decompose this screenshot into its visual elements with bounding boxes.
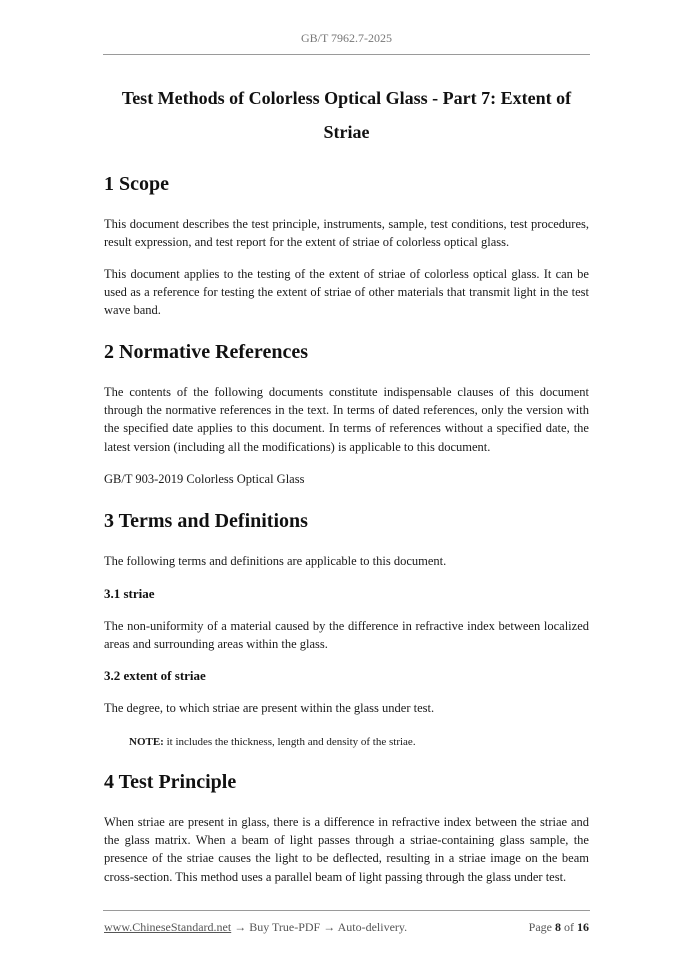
section-heading-terms: 3 Terms and Definitions <box>104 510 308 532</box>
footer-links <box>104 920 407 935</box>
arrow-right-icon: → <box>320 920 338 934</box>
buy-true-pdf-link[interactable]: Buy True-PDF <box>249 920 321 934</box>
page-header-code: GB/T 7962.7-2025 <box>300 31 393 45</box>
term-3-2-heading: 3.2 extent of striae <box>104 668 206 683</box>
term-3-1-heading: 3.1 striae <box>104 586 155 601</box>
header-divider <box>103 54 590 55</box>
test-principle-paragraph: When striae are present in glass, there is a difference in refractive index between the striae and the glass matrix. When a beam of light passes through a striae-containing glass sample, the presence of the striae causes the light to be deflected, resulting in a striae image on the beam cross-section. This method uses a parallel beam of light passing through the glass under test. <box>104 815 589 884</box>
note-label: NOTE: <box>129 736 164 748</box>
page-label: Page <box>528 920 552 934</box>
term-3-1-definition: The non-uniformity of a material caused by the difference in refractive index between localized areas and surrounding areas within the glass. <box>104 619 589 652</box>
of-label: of <box>564 920 574 934</box>
normative-paragraph: The contents of the following documents constitute indispensable clauses of this document through the normative references in the text. In terms of dated references, only the version with the specified date applies to this document. In terms of references without a specified date, the latest version (including all the modifications) is applicable to this document. <box>104 385 589 454</box>
footer-divider <box>103 910 590 911</box>
section-heading-test-principle: 4 Test Principle <box>104 771 237 793</box>
auto-delivery-text: Auto-delivery. <box>337 920 408 934</box>
scope-paragraph-1: This document describes the test principle, instruments, sample, test conditions, test procedures, result expression, and test report for the extent of striae of colorless optical glass. <box>104 217 589 250</box>
arrow-right-icon: → <box>231 920 250 934</box>
page-indicator <box>529 920 589 935</box>
page-number: 8 <box>555 920 561 934</box>
section-heading-normative-references: 2 Normative References <box>104 341 308 363</box>
document-title-line1: Test Methods of Colorless Optical Glass - Part 7: Extent of <box>121 88 572 108</box>
term-3-2-definition: The degree, to which striae are present within the glass under test. <box>104 701 435 715</box>
site-link[interactable]: www.ChineseStandard.net <box>104 920 232 934</box>
normative-reference-item: GB/T 903-2019 Colorless Optical Glass <box>104 472 305 486</box>
term-note <box>129 735 416 749</box>
page-total: 16 <box>577 920 589 934</box>
scope-paragraph-2: This document applies to the testing of the extent of striae of colorless optical glass. It can be used as a reference for testing the extent of striae of other materials that transmit light in the test wave band. <box>104 267 589 318</box>
document-title-line2: Striae <box>323 122 370 142</box>
terms-intro: The following terms and definitions are applicable to this document. <box>104 554 447 568</box>
note-text: it includes the thickness, length and density of the striae. <box>163 736 416 748</box>
section-heading-scope: 1 Scope <box>104 173 169 195</box>
